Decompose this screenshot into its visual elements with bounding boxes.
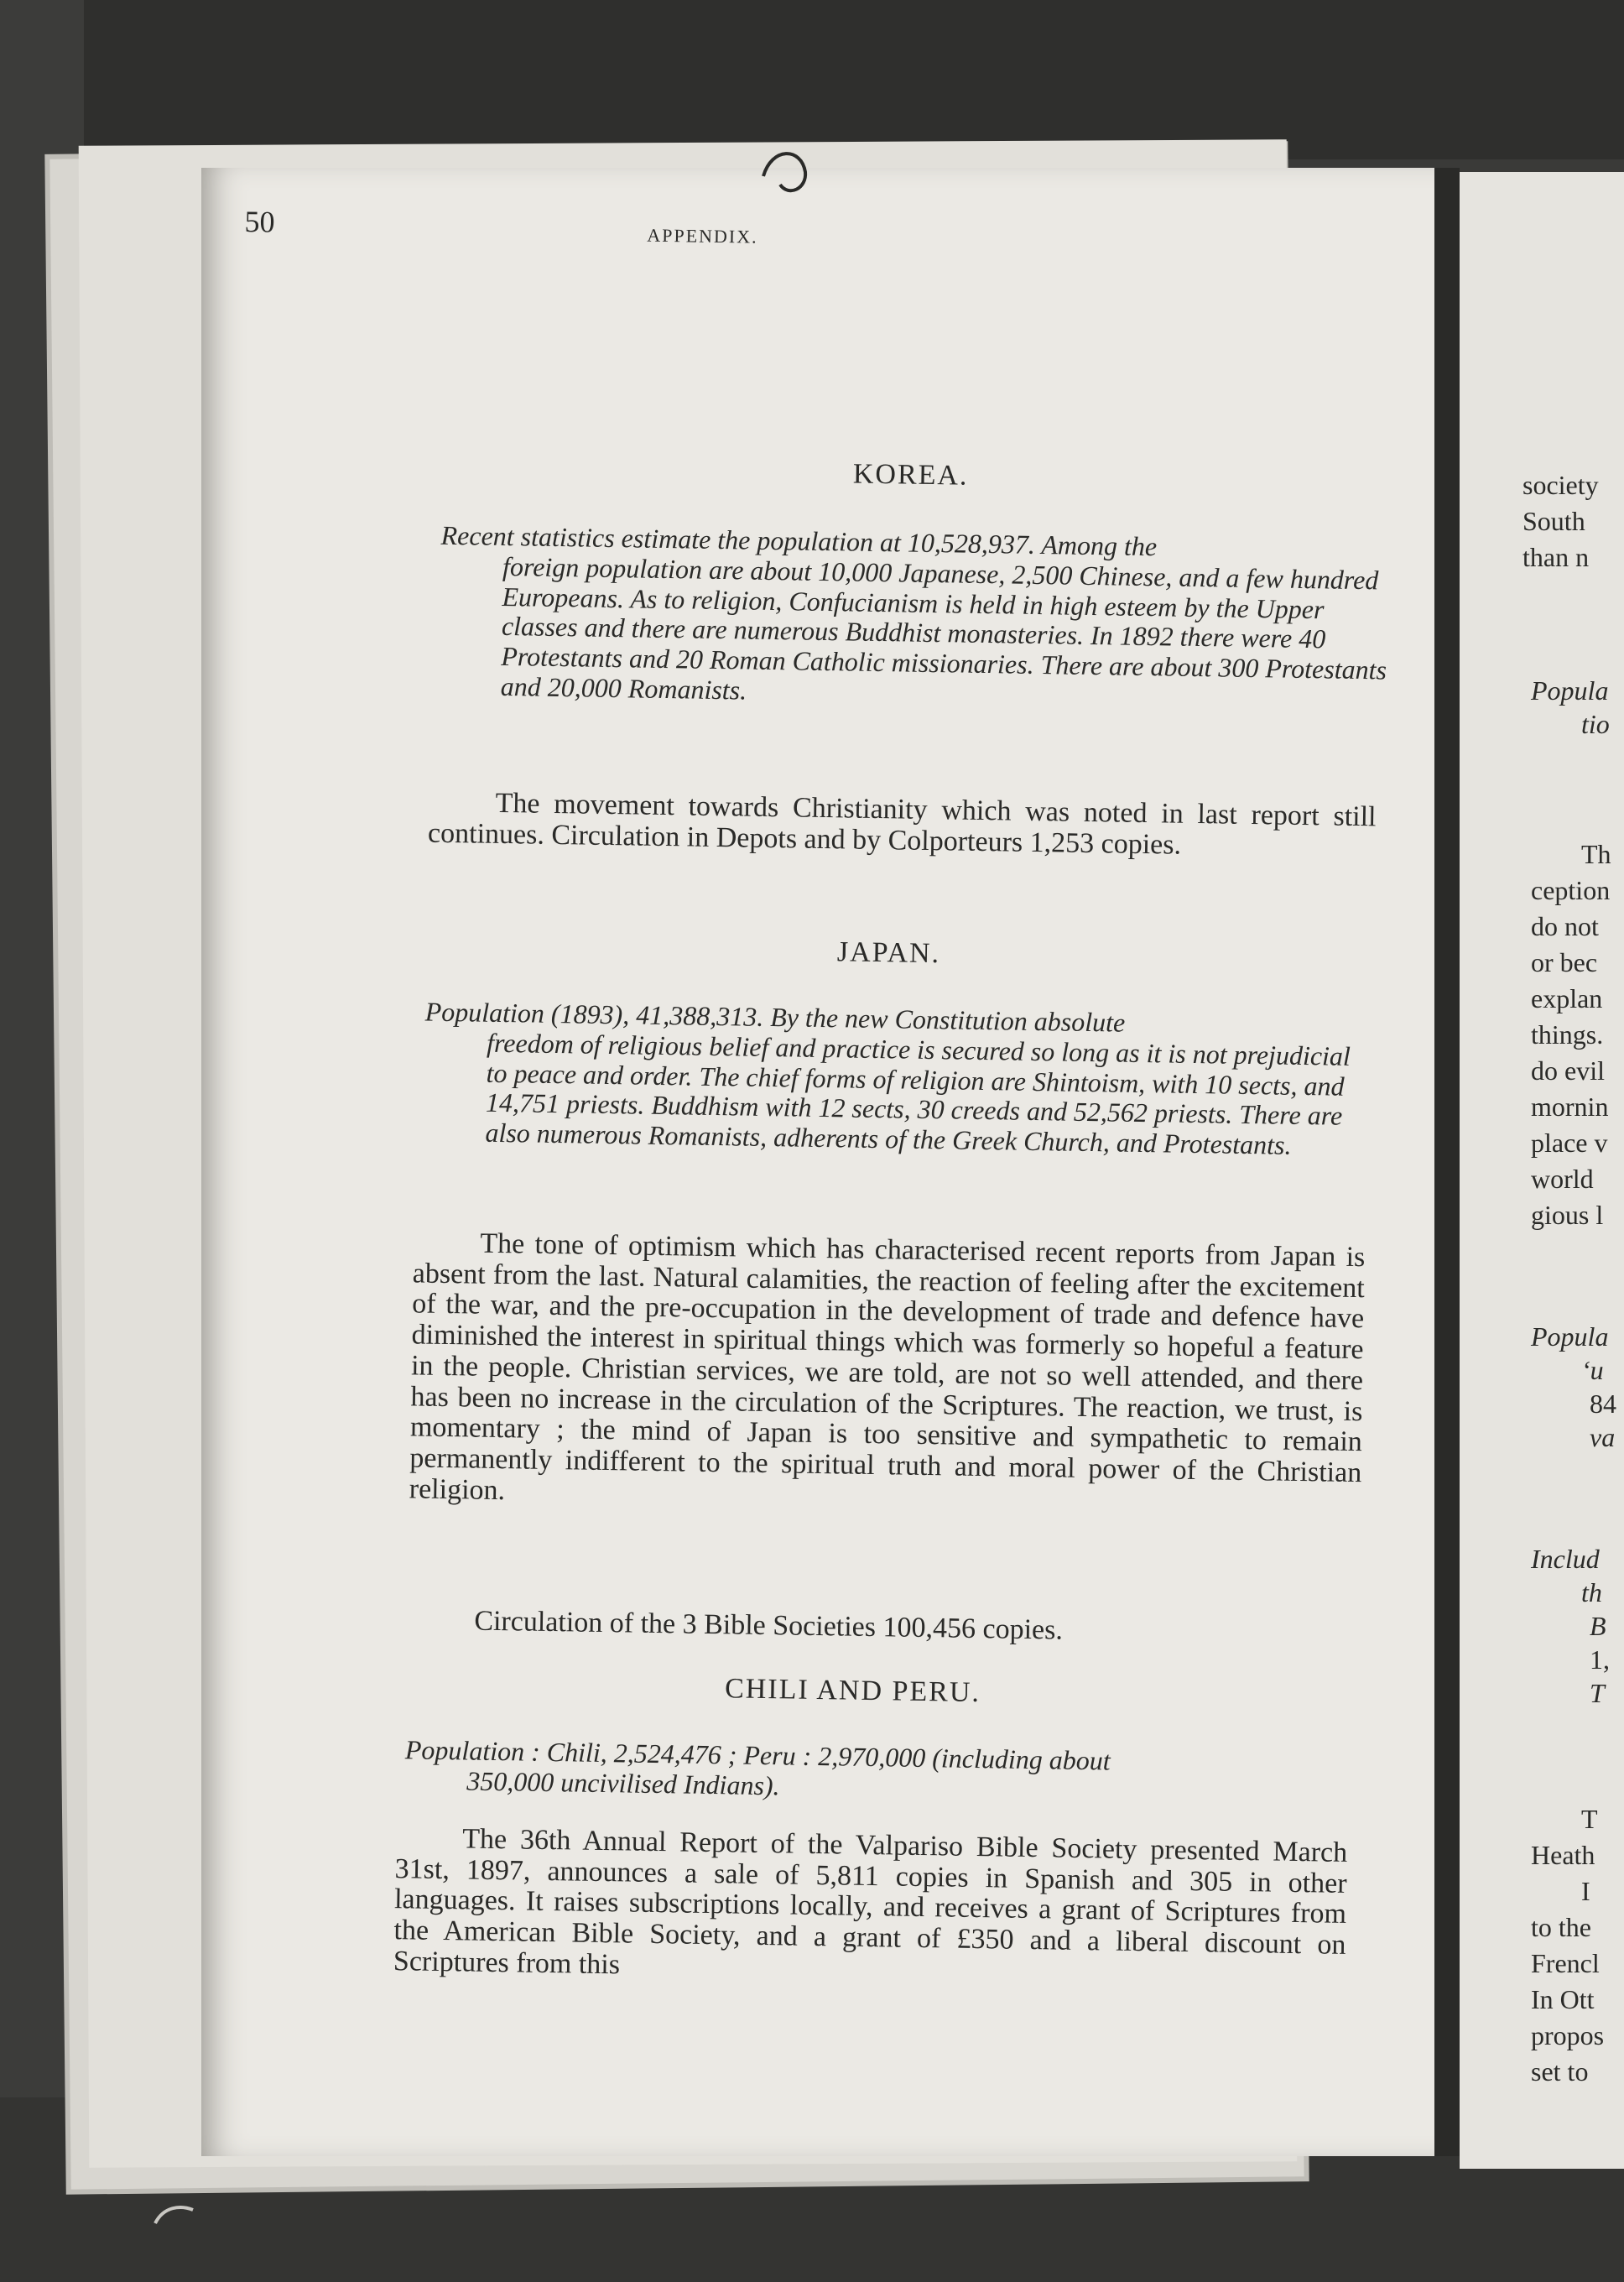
facing-line: T [1590, 1678, 1605, 1708]
facing-line: Frencl [1531, 1948, 1600, 1978]
section-heading-japan: JAPAN. [836, 936, 941, 970]
chili-peru-summary-first: Population : Chili, 2,524,476 ; Peru : 2,970,000 (including about [404, 1734, 1111, 1776]
korea-summary-first: Recent statistics estimate the population at 10,528,937. Among the [440, 519, 1158, 562]
chili-peru-paragraph-1: The 36th Annual Report of the Valpariso Bible Society presented March 31st, 1897, announces a sale of 5,811 copies in Spanish and 305 in other languages. It raises subscriptions locally, and receives a grant of Scriptures from the American Bible Society, and a grant of £350 and a liberal discount on Scriptures from this [393, 1823, 1348, 1981]
facing-line: Heath [1531, 1840, 1595, 1870]
facing-line: In Ott [1531, 1984, 1595, 2014]
japan-summary [423, 998, 1373, 1163]
section-heading-korea: KOREA. [852, 458, 969, 492]
facing-line: 84 [1590, 1388, 1616, 1419]
facing-line: place v [1531, 1128, 1608, 1158]
facing-line: set to [1531, 2056, 1589, 2087]
facing-line: to the [1531, 1912, 1591, 1942]
facing-line: than n [1522, 542, 1590, 572]
facing-line: do not [1531, 911, 1599, 941]
facing-line: explan [1531, 983, 1603, 1013]
japan-summary-rest: freedom of religious belief and practice is secured so long as it is not prejudicial to peace and order. The chief forms of religion are Shintoism, with 10 sects, and 14,751 priests. Buddhism with 12 sects, 30 creeds and 52,562 priests. There are also numerous Romanists, adherents of the Greek Church, and Protestants. [485, 1027, 1351, 1161]
facing-line: world [1531, 1164, 1594, 1194]
facing-line: or bec [1531, 947, 1598, 977]
korea-summary [439, 521, 1389, 716]
facing-line: society [1522, 470, 1599, 500]
facing-line: things. [1531, 1019, 1604, 1050]
facing-line: ception [1531, 875, 1611, 905]
facing-line: Popula [1531, 1321, 1609, 1352]
facing-line: 1, [1590, 1644, 1610, 1675]
facing-line: va [1590, 1422, 1616, 1452]
facing-line: ‘u [1581, 1355, 1604, 1385]
book-gutter [1434, 168, 1460, 2156]
facing-line: propos [1531, 2020, 1605, 2050]
section-heading-chili-peru: CHILI AND PERU. [724, 1673, 981, 1709]
chili-peru-summary [404, 1735, 1353, 1810]
facing-line: gious l [1531, 1200, 1604, 1230]
facing-line: I [1581, 1876, 1590, 1906]
scan-artifact-mark [151, 2198, 201, 2232]
facing-line: Includ [1531, 1544, 1600, 1574]
facing-line: B [1590, 1611, 1606, 1641]
facing-line: Th [1581, 839, 1611, 869]
facing-line: Popula [1531, 675, 1609, 706]
facing-line: tio [1581, 709, 1610, 739]
facing-line: do evil [1531, 1055, 1605, 1086]
facing-page [1460, 172, 1624, 2169]
chili-peru-summary-rest: 350,000 uncivilised Indians). [466, 1765, 780, 1801]
running-head: APPENDIX. [647, 224, 758, 247]
binding-string-mark [755, 143, 822, 201]
japan-paragraph-1: The tone of optimism which has characterised recent reports from Japan is absent from the last. Natural calamities, the reaction of feeling after the excitement of the war, and the pre-occupation in the development of trade and defence have diminished the interest in spiritual things which was formerly so hopeful a feature in the people. Christian services, we are told, are not so well attended, and there has been no increase in the circulation of the Scriptures. The reaction, we trust, is momentary ; the mind of Japan is too sensitive and sympathetic to remain permanently indifferent to the spiritual truth and moral power of the Christian religion. [409, 1227, 1366, 1506]
facing-line: South [1522, 506, 1585, 536]
korea-summary-rest: foreign population are about 10,000 Japanese, 2,500 Chinese, and a few hundred Europeans. As to religion, Confucianism is held in high esteem by the Upper classes and there are numerous Buddhist monasteries. In 1892 there were 40 Protestants and 20 Roman Catholic missionaries. There are about 300 Protestants and 20,000 Romanists. [500, 550, 1387, 706]
facing-line: T [1581, 1804, 1598, 1834]
japan-summary-first: Population (1893), 41,388,313. By the new Constitution absolute [424, 996, 1126, 1038]
japan-paragraph-2: Circulation of the 3 Bible Societies 100,456 copies. [474, 1605, 1064, 1646]
korea-paragraph-1: The movement towards Christianity which was noted in last report still continues. Circulation in Depots and by Colporteurs 1,253 copies. [427, 787, 1377, 861]
facing-line: mornin [1531, 1092, 1609, 1122]
facing-line: th [1581, 1577, 1602, 1607]
page-number: 50 [244, 205, 275, 239]
